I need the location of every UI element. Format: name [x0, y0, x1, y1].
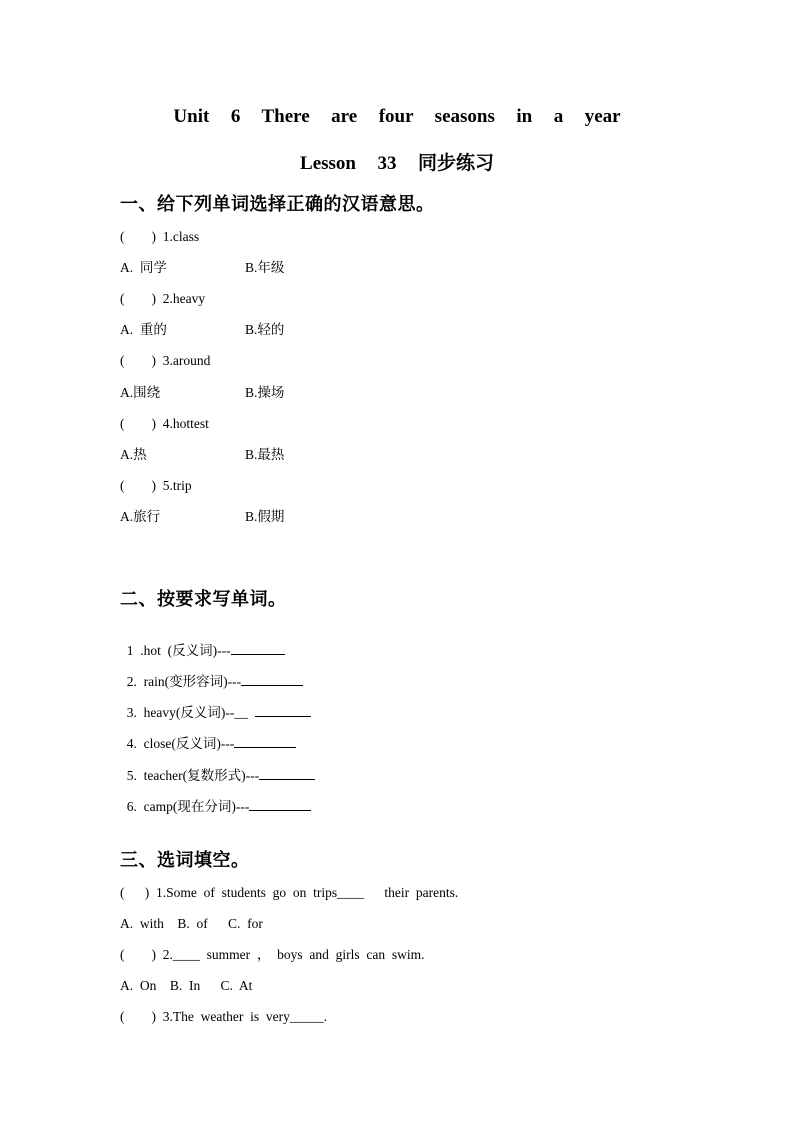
option-b-2: B.轻的 [245, 322, 285, 337]
answer-blank[interactable] [255, 703, 311, 717]
option-b-3: B.操场 [245, 385, 285, 400]
option-a-2: A. 重的 [120, 322, 167, 337]
word-item-text: 6. camp(现在分词)--- [126, 799, 250, 814]
fill-question-3: ( ) 3.The weather is very_____. [120, 1009, 327, 1024]
word-item-6 [120, 779, 311, 816]
word-item-text: 4. close(反义词)--- [126, 736, 235, 751]
fill-options-1: A. with B. of C. for [120, 916, 263, 931]
option-b-4: B.最热 [245, 447, 285, 462]
section-heading-1: 一、给下列单词选择正确的汉语意思。 [120, 194, 435, 214]
option-a-1: A. 同学 [120, 260, 167, 275]
option-a-3: A.围绕 [120, 385, 161, 400]
word-item-text: 5. teacher(复数形式)--- [126, 768, 260, 783]
section-heading-3: 三、选词填空。 [120, 850, 250, 870]
question-1: ( ) 1.class [120, 229, 200, 244]
option-b-5: B.假期 [245, 509, 285, 524]
page-subtitle: Lesson 33 同步练习 [300, 153, 494, 174]
answer-blank[interactable] [234, 734, 296, 748]
question-5: ( ) 5.trip [120, 478, 192, 493]
answer-blank[interactable] [249, 797, 311, 811]
page-title: Unit 6 There are four seasons in a year [173, 106, 621, 127]
word-item-text: 3. heavy(反义词)--__ [126, 705, 255, 720]
option-b-1: B.年级 [245, 260, 285, 275]
fill-question-2: ( ) 2.____ summer ， boys and girls can swim. [120, 947, 425, 962]
question-4: ( ) 4.hottest [120, 416, 209, 431]
section-heading-2: 二、按要求写单词。 [120, 589, 287, 609]
fill-question-1: ( ) 1.Some of students go on trips____ their parents. [120, 885, 459, 900]
answer-blank[interactable] [241, 672, 303, 686]
word-item-text: 1 .hot (反义词)--- [126, 643, 231, 658]
option-a-4: A.热 [120, 447, 147, 462]
option-a-5: A.旅行 [120, 509, 161, 524]
fill-options-2: A. On B. In C. At [120, 978, 253, 993]
question-2: ( ) 2.heavy [120, 291, 206, 306]
answer-blank[interactable] [259, 766, 315, 780]
question-3: ( ) 3.around [120, 353, 211, 368]
answer-blank[interactable] [231, 641, 285, 655]
word-item-text: 2. rain(变形容词)--- [126, 674, 242, 689]
